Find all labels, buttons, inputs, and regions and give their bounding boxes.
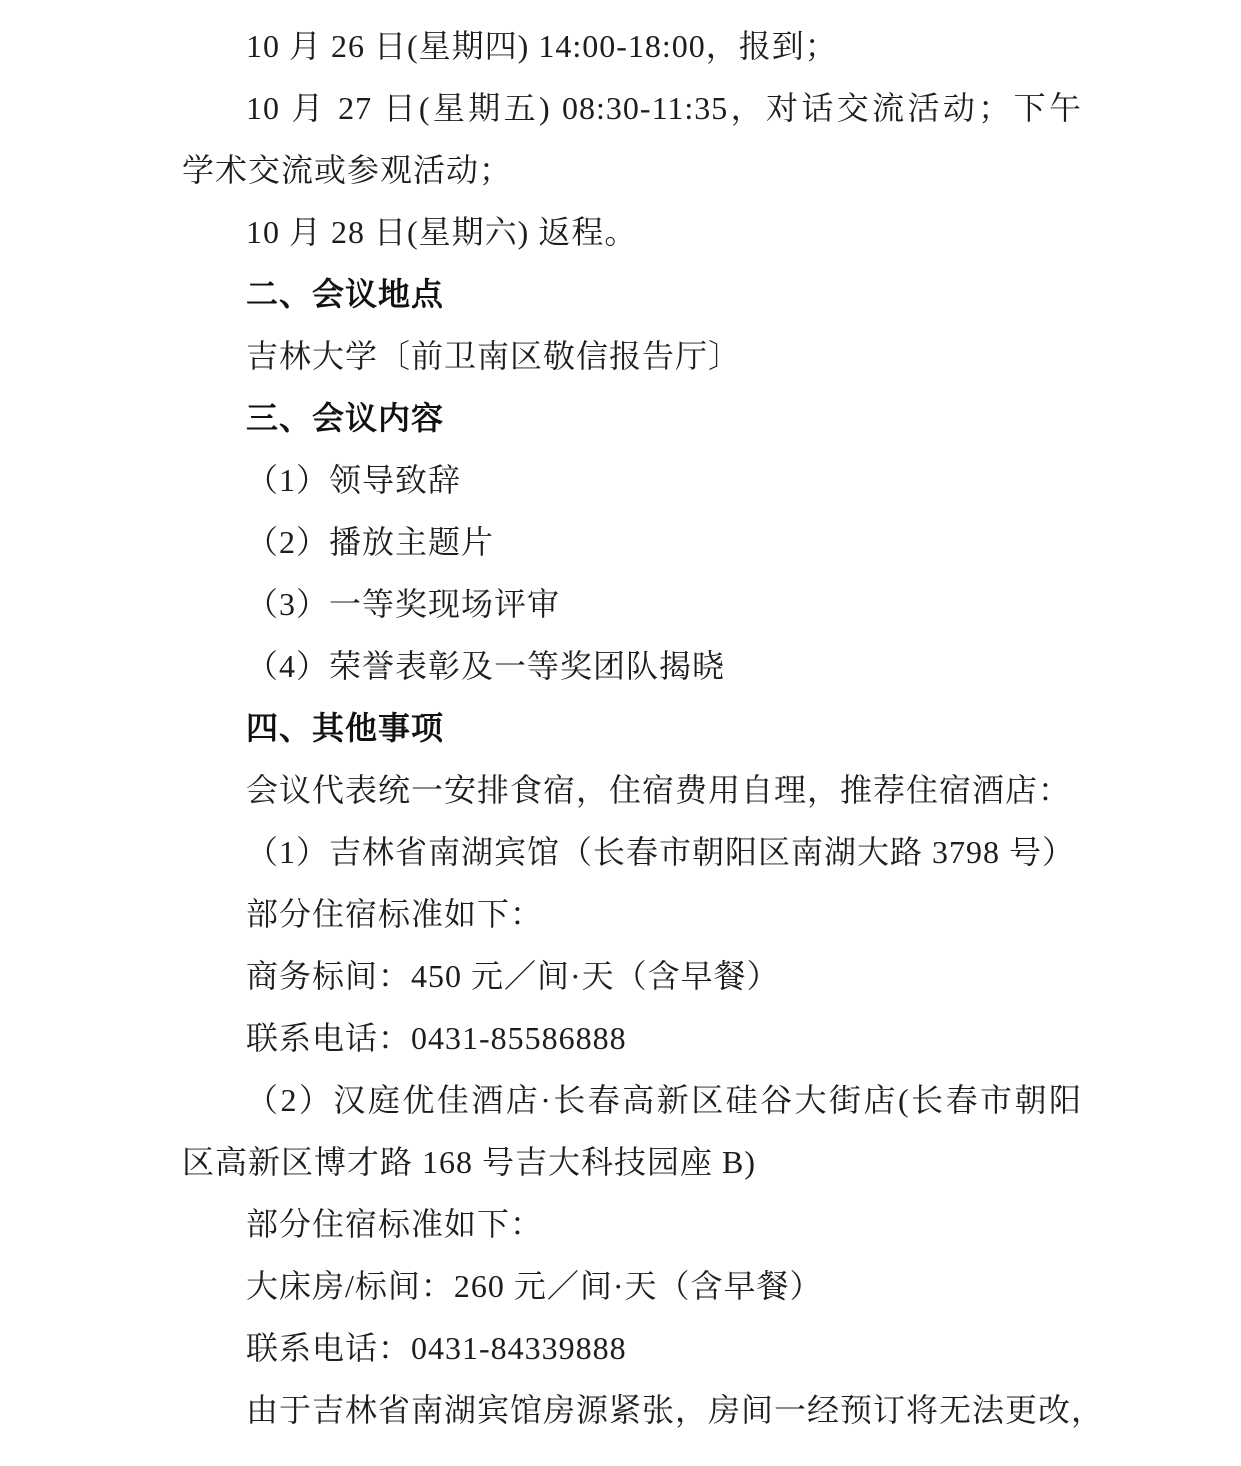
schedule-day3: 10 月 28 日(星期六) 返程。 <box>246 214 638 250</box>
agenda-item-2: （2）播放主题片 <box>246 524 495 560</box>
hotel2-phone: 联系电话：0431-84339888 <box>246 1330 627 1366</box>
schedule-day1: 10 月 26 日(星期四) 14:00-18:00，报到； <box>246 28 838 64</box>
hotel2-name-line1: （2）汉庭优佳酒店·长春高新区硅谷大街店(长春市朝阳 <box>246 1082 1082 1118</box>
agenda-item-4: （4）荣誉表彰及一等奖团队揭晓 <box>246 648 726 684</box>
hotel2-standard-label: 部分住宿标准如下： <box>246 1206 544 1242</box>
hotel2-name-line2: 区高新区博才路 168 号吉大科技园座 B) <box>182 1144 757 1180</box>
hotel1-phone: 联系电话：0431-85586888 <box>246 1020 627 1056</box>
hotel2-room-rate: 大床房/标间：260 元／间·天（含早餐） <box>246 1268 823 1304</box>
heading-other-items: 四、其他事项 <box>246 710 445 746</box>
venue-name: 吉林大学〔前卫南区敬信报告厅〕 <box>246 338 742 374</box>
document-page <box>182 15 1105 1441</box>
accommodation-intro: 会议代表统一安排食宿，住宿费用自理，推荐住宿酒店： <box>246 772 1072 808</box>
hotel1-standard-label: 部分住宿标准如下： <box>246 896 544 932</box>
agenda-item-1: （1）领导致辞 <box>246 462 462 498</box>
hotel1-name: （1）吉林省南湖宾馆（长春市朝阳区南湖大路 3798 号） <box>246 834 1076 870</box>
hotel1-room-rate: 商务标间：450 元／间·天（含早餐） <box>246 958 780 994</box>
schedule-day2-line2: 学术交流或参观活动； <box>182 152 513 188</box>
booking-note-line1: 由于吉林省南湖宾馆房源紧张，房间一经预订将无法更改， <box>246 1392 1105 1428</box>
heading-venue: 二、会议地点 <box>246 276 445 312</box>
agenda-item-3: （3）一等奖现场评审 <box>246 586 561 622</box>
heading-agenda: 三、会议内容 <box>246 400 445 436</box>
schedule-day2-line1: 10 月 27 日(星期五) 08:30-11:35，对话交流活动；下午 <box>246 90 1082 126</box>
